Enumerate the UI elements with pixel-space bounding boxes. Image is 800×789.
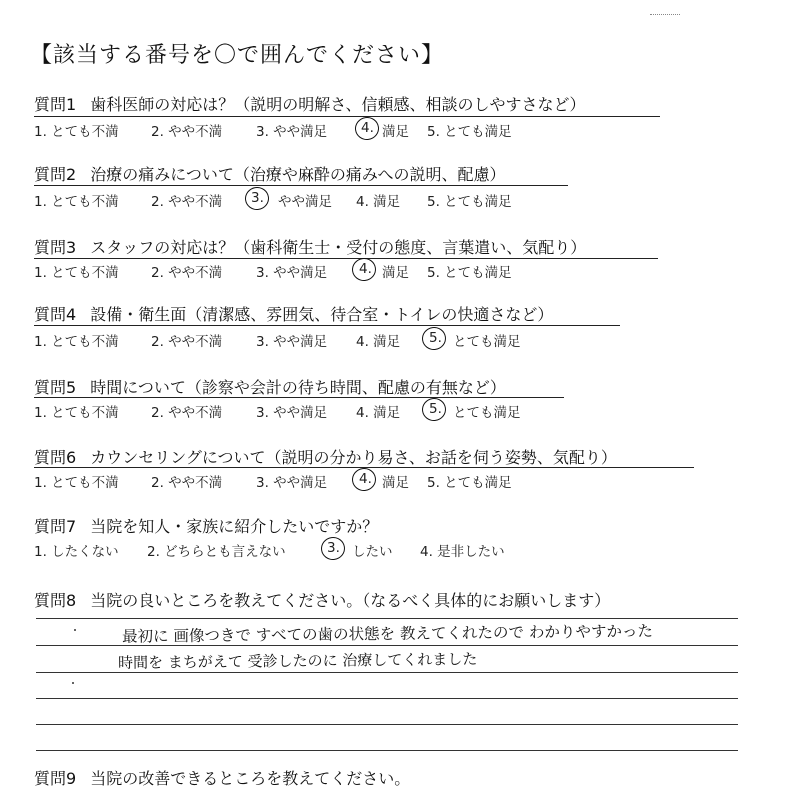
question-5-title <box>34 375 506 398</box>
q5-option-5[interactable]: 5. <box>429 401 442 417</box>
q4-option-4[interactable]: 4. 満足 <box>356 334 401 350</box>
q3-option-3[interactable]: 3. やや満足 <box>256 265 328 281</box>
q5-option-4[interactable]: 4. 満足 <box>356 405 401 421</box>
question-2-number: 質問2 <box>34 165 77 184</box>
q4-option-1[interactable]: 1. とても不満 <box>34 334 119 350</box>
question-7-number: 質問7 <box>34 517 77 536</box>
question-3-underline <box>34 258 658 259</box>
question-4-underline <box>34 325 620 326</box>
q7-option-2[interactable]: 2. どちらとも言えない <box>147 544 286 560</box>
question-5-text: 時間について（診察や会計の待ち時間、配慮の有無など） <box>90 378 506 397</box>
q3-option-1[interactable]: 1. とても不満 <box>34 265 119 281</box>
q2-selected-circle <box>244 185 271 211</box>
scan-mark <box>650 14 680 15</box>
q2-option-5[interactable]: 5. とても満足 <box>427 194 512 210</box>
question-8-title <box>34 588 610 611</box>
question-1-title <box>34 92 586 115</box>
q6-selected-circle <box>351 466 378 492</box>
question-4-text: 設備・衛生面（清潔感、雰囲気、待合室・トイレの快適さなど） <box>90 305 554 324</box>
q1-option-4[interactable]: 4. <box>361 120 374 136</box>
question-8-text: 当院の良いところを教えてください。（なるべく具体的にお願いします） <box>90 591 611 610</box>
ink-speck <box>72 682 74 684</box>
question-3-title <box>34 235 586 258</box>
q6-option-5[interactable]: 5. とても満足 <box>427 475 512 491</box>
question-3-text: スタッフの対応は？（歯科衛生士・受付の態度、言葉遣い、気配り） <box>90 238 587 257</box>
q4-option-5[interactable]: 5. <box>429 330 442 346</box>
question-4-title <box>34 302 553 325</box>
question-5-number: 質問5 <box>34 378 77 397</box>
q3-selected-circle <box>351 256 378 282</box>
question-9-text: 当院の改善できるところを教えてください。 <box>90 769 411 788</box>
answer-line-6 <box>36 750 738 751</box>
question-7-title <box>34 514 378 537</box>
answer-line-5 <box>36 724 738 725</box>
q5-option-5-label[interactable]: とても満足 <box>453 405 521 421</box>
question-3-number: 質問3 <box>34 238 77 257</box>
q2-option-3[interactable]: 3. <box>251 190 264 206</box>
question-5-underline <box>34 397 564 398</box>
question-9-number: 質問9 <box>34 769 77 788</box>
q3-option-2[interactable]: 2. やや不満 <box>151 265 223 281</box>
q4-selected-circle <box>421 325 448 351</box>
q3-option-4[interactable]: 4. <box>359 261 372 277</box>
handwritten-answer-line-2: 時間を まちがえて 受診したのに 治療してくれました <box>117 650 478 672</box>
q2-option-2[interactable]: 2. やや不満 <box>151 194 223 210</box>
q7-option-4[interactable]: 4. 是非したい <box>420 544 505 560</box>
q2-option-1[interactable]: 1. とても不満 <box>34 194 119 210</box>
q5-selected-circle <box>421 396 448 422</box>
q1-option-2[interactable]: 2. やや不満 <box>151 124 223 140</box>
survey-heading: 【該当する番号を〇で囲んでください】 <box>30 43 445 68</box>
q5-option-2[interactable]: 2. やや不満 <box>151 405 223 421</box>
q1-selected-circle <box>354 115 381 141</box>
q1-option-4-label[interactable]: 満足 <box>382 124 409 140</box>
q1-option-3[interactable]: 3. やや満足 <box>256 124 328 140</box>
question-8-number: 質問8 <box>34 591 77 610</box>
q6-option-4-label[interactable]: 満足 <box>382 475 409 491</box>
q2-option-3-label[interactable]: やや満足 <box>278 194 332 210</box>
q5-option-1[interactable]: 1. とても不満 <box>34 405 119 421</box>
q7-selected-circle <box>320 535 347 561</box>
question-2-text: 治療の痛みについて（治療や麻酔の痛みへの説明、配慮） <box>90 165 506 184</box>
question-1-underline <box>34 116 660 117</box>
q5-option-3[interactable]: 3. やや満足 <box>256 405 328 421</box>
question-6-title <box>34 445 617 468</box>
q4-option-5-label[interactable]: とても満足 <box>453 334 521 350</box>
handwritten-answer-line-1: 最初に 画像つきで すべての歯の状態を 教えてくれたので わかりやすかった <box>121 622 653 646</box>
q7-option-3-label[interactable]: したい <box>352 544 393 560</box>
question-1-text: 歯科医師の対応は？（説明の明解さ、信頼感、相談のしやすさなど） <box>90 95 586 114</box>
q6-option-1[interactable]: 1. とても不満 <box>34 475 119 491</box>
question-9-title <box>34 766 410 789</box>
question-4-number: 質問4 <box>34 305 77 324</box>
q2-option-4[interactable]: 4. 満足 <box>356 194 401 210</box>
q1-option-5[interactable]: 5. とても満足 <box>427 124 512 140</box>
question-7-text: 当院を知人・家族に紹介したいですか？ <box>90 517 379 536</box>
q6-option-4[interactable]: 4. <box>359 471 372 487</box>
q3-option-5[interactable]: 5. とても満足 <box>427 265 512 281</box>
question-2-underline <box>34 185 568 186</box>
ink-speck <box>74 629 76 631</box>
question-6-text: カウンセリングについて（説明の分かり易さ、お話を伺う姿勢、気配り） <box>90 448 617 467</box>
question-6-number: 質問6 <box>34 448 77 467</box>
q7-option-3[interactable]: 3. <box>327 540 340 556</box>
q1-option-1[interactable]: 1. とても不満 <box>34 124 119 140</box>
q4-option-2[interactable]: 2. やや不満 <box>151 334 223 350</box>
q3-option-4-label[interactable]: 満足 <box>382 265 409 281</box>
q7-option-1[interactable]: 1. したくない <box>34 544 119 560</box>
question-2-title <box>34 162 506 185</box>
q6-option-2[interactable]: 2. やや不満 <box>151 475 223 491</box>
q6-option-3[interactable]: 3. やや満足 <box>256 475 328 491</box>
answer-line-4 <box>36 698 738 699</box>
q4-option-3[interactable]: 3. やや満足 <box>256 334 328 350</box>
question-1-number: 質問1 <box>34 95 77 114</box>
